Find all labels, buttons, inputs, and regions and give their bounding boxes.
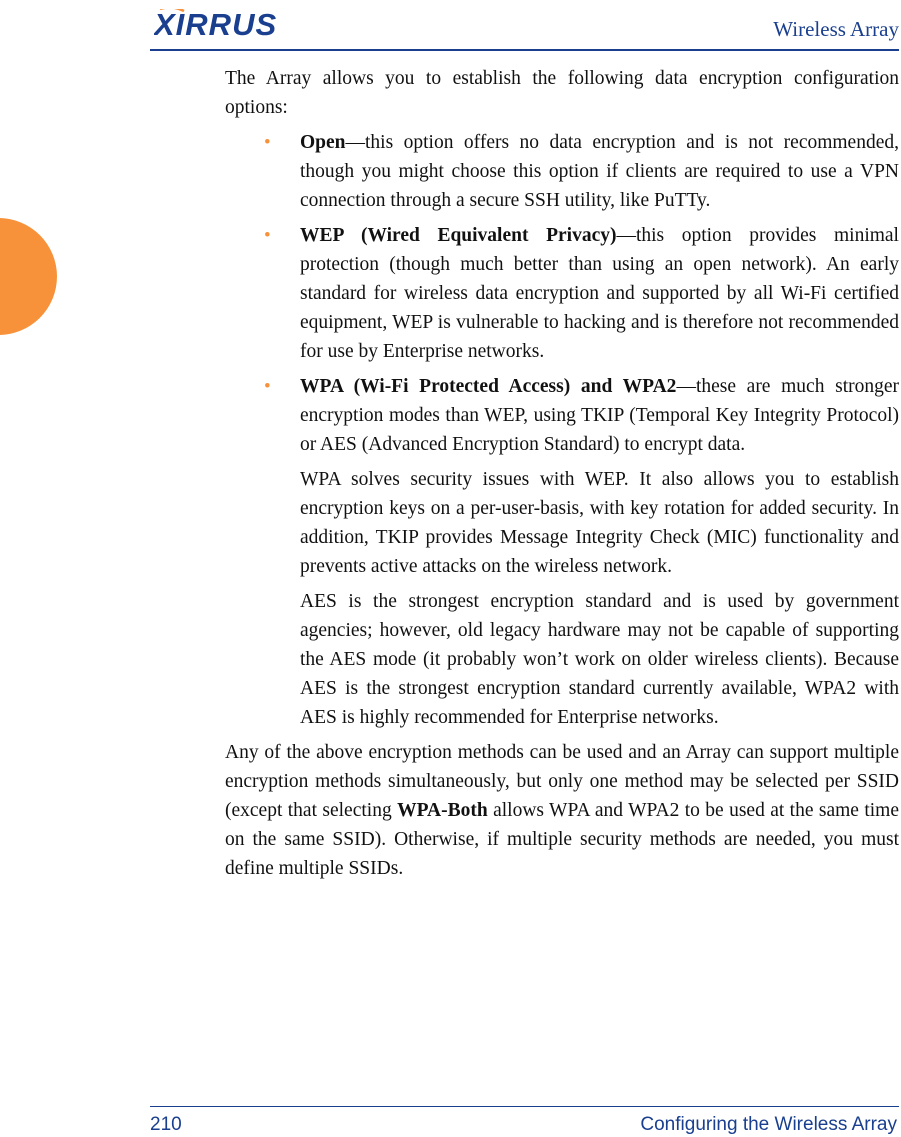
bullet-wep <box>225 221 899 366</box>
chapter-tab-marker <box>0 218 57 335</box>
footer-rule <box>150 1106 899 1107</box>
aes-paragraph <box>225 587 899 732</box>
page-number: 210 <box>150 1114 182 1135</box>
bullet-text: —this option provides minimal protection (though much better than using an open network). An early standard for wireless data encryption and supported by all Wi-Fi certified equipment, WEP is vulnerable to hacking and is therefore not recommended for use by Enterprise networks. <box>300 225 899 362</box>
closing-after: allows WPA and WPA2 to be used at the same time on the same SSID). Otherwise, if multiple security methods are needed, you must define multiple SSIDs. <box>225 800 899 879</box>
bullet-dot-icon: • <box>264 132 271 153</box>
wpa-paragraph <box>225 465 899 581</box>
closing-before: Any of the above encryption methods can be used and an Array can support multiple encryption methods simultaneously, but only one method may be selected per SSID (except that selecting <box>225 742 899 821</box>
bullet-term: WPA (Wi-Fi Protected Access) and WPA2 <box>300 376 677 397</box>
xirrus-logo <box>154 9 304 39</box>
header-title: Wireless Array <box>773 17 899 41</box>
bullet-open <box>225 128 899 215</box>
wpa-paragraph-text: WPA solves security issues with WEP. It also allows you to establish encryption keys on a per-user-basis, with key rotation for added security. In addition, TKIP provides Message Integrity Check (MIC) functionality and prevents active attacks on the wireless network. <box>300 469 899 577</box>
bullet-text: —these are much stronger encryption modes than WEP, using TKIP (Temporal Key Integrity Protocol) or AES (Advanced Encryption Standard) to encrypt data. <box>300 376 900 455</box>
closing-bold: WPA-Both <box>397 800 488 821</box>
aes-paragraph-text: AES is the strongest encryption standard and is used by government agencies; however, old legacy hardware may not be capable of supporting the AES mode (it probably won’t work on older wireless clients). Because AES is the strongest encryption standard currently available, WPA2 with AES is highly recommended for Enterprise networks. <box>300 591 899 728</box>
bullet-dot-icon: • <box>264 225 271 246</box>
intro-paragraph: The Array allows you to establish the following data encryption configuration options: <box>225 68 899 118</box>
bullet-term: Open <box>300 132 346 153</box>
bullet-dot-icon: • <box>264 376 271 397</box>
logo-text: XIRRUS <box>154 9 278 39</box>
footer-section-title: Configuring the Wireless Array <box>640 1114 897 1135</box>
closing-paragraph <box>225 738 899 883</box>
bullet-text: —this option offers no data encryption and is not recommended, though you might choose this option if clients are required to use a VPN connection through a secure SSH utility, like PuTTy. <box>300 132 899 211</box>
bullet-wpa <box>225 372 899 459</box>
bullet-term: WEP (Wired Equivalent Privacy) <box>300 225 617 246</box>
header-rule <box>150 49 899 51</box>
page-content <box>225 64 899 889</box>
